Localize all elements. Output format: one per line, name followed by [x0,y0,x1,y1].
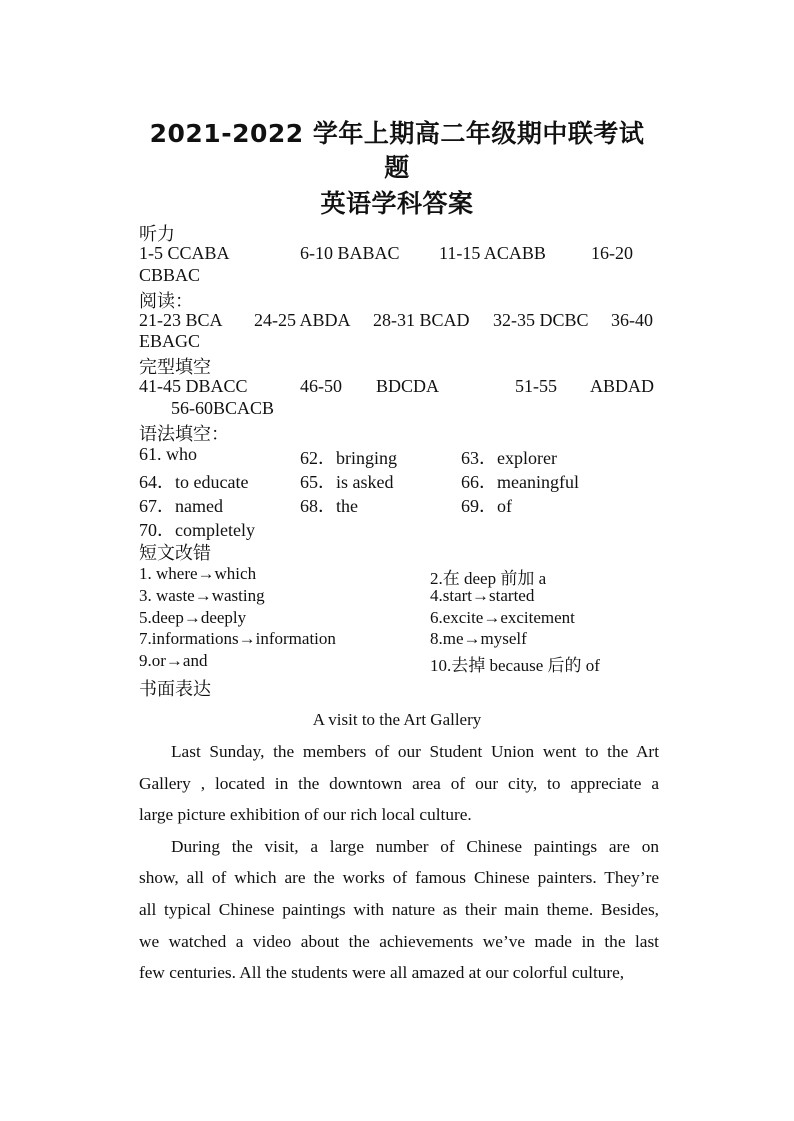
grammar-answer-69: 69．of [461,496,512,516]
section-heading-correction: 短文改错 [139,543,211,564]
page-title-line-2: 题 [384,153,410,182]
essay-line: Gallery , located in the downtown area of our city, to appreciate a [139,773,659,793]
essay-body [139,736,659,989]
page-title-line-1: 2021-2022 学年上期高二年级期中联考试 [149,119,645,148]
grammar-answer-65: 65．is asked [300,472,394,492]
correction-item-8: 8.me→myself [430,629,527,648]
correction-item-7: 7.informations→information [139,629,336,648]
essay-line: During the visit, a large number of Chinese paintings are on [171,836,659,856]
section-heading-listening: 听力 [139,224,175,245]
grammar-answer-70: 70．completely [139,520,255,540]
essay-line: we watched a video about the achievements we’ve made in the last [139,931,659,951]
grammar-answer-67: 67．named [139,496,223,516]
listening-answers-16-20: CBBAC [139,265,201,285]
reading-answers-24-25: 24-25 ABDA [254,310,351,330]
correction-item-1: 1. where→which [139,564,257,583]
page-subtitle: 英语学科答案 [320,189,474,218]
reading-answers-21-23: 21-23 BCA [139,310,223,330]
essay-line: large picture exhibition of our rich local culture. [139,805,472,825]
essay-line: show, all of which are the works of famous Chinese painters. They’re [139,868,659,888]
reading-answers-36-40-label: 36-40 [611,310,653,330]
essay-line: few centuries. All the students were all amazed at our colorful culture, [139,963,625,983]
correction-item-4: 4.start→started [430,586,535,605]
listening-answers-11-15: 11-15 ACABB [439,243,546,263]
reading-answers-36-40: EBAGC [139,331,201,351]
cloze-answers-46-50-label: 46-50 [300,376,342,396]
grammar-answer-62: 62．bringing [300,448,397,468]
correction-item-5: 5.deep→deeply [139,608,247,627]
essay-line: all typical Chinese paintings with nature as their main theme. Besides, [139,899,659,919]
correction-item-9: 9.or→and [139,651,208,670]
correction-item-3: 3. waste→wasting [139,586,265,605]
essay-line: Last Sunday, the members of our Student Union went to the Art [171,742,659,761]
reading-answers-32-35: 32-35 DCBC [493,310,589,330]
grammar-answer-64: 64．to educate [139,472,249,492]
grammar-answer-66: 66．meaningful [461,472,579,492]
cloze-answers-56-60: 56-60BCACB [171,398,275,418]
reading-answers-28-31: 28-31 BCAD [373,310,470,330]
essay-title: A visit to the Art Gallery [312,710,482,729]
section-heading-writing: 书面表达 [139,679,211,700]
listening-answers-1-5: 1-5 CCABA [139,243,230,263]
section-heading-reading: 阅读： [139,291,193,312]
grammar-answer-61: 61. who [139,444,197,464]
cloze-answers-51-55: ABDAD [590,376,655,396]
correction-item-10: 10.去掉 because 后的 of [430,656,600,675]
cloze-answers-51-55-label: 51-55 [515,376,557,396]
cloze-answers-46-50: BDCDA [376,376,440,396]
grammar-answer-63: 63．explorer [461,448,557,468]
grammar-answer-68: 68．the [300,496,358,516]
listening-answers-6-10: 6-10 BABAC [300,243,400,263]
section-heading-grammar: 语法填空： [139,424,229,445]
correction-item-2: 2.在 deep 前加 a [430,569,547,588]
listening-answers-16-20-label: 16-20 [591,243,633,263]
cloze-answers-41-45: 41-45 DBACC [139,376,248,396]
section-heading-cloze: 完型填空 [139,357,211,378]
correction-item-6: 6.excite→excitement [430,608,575,627]
